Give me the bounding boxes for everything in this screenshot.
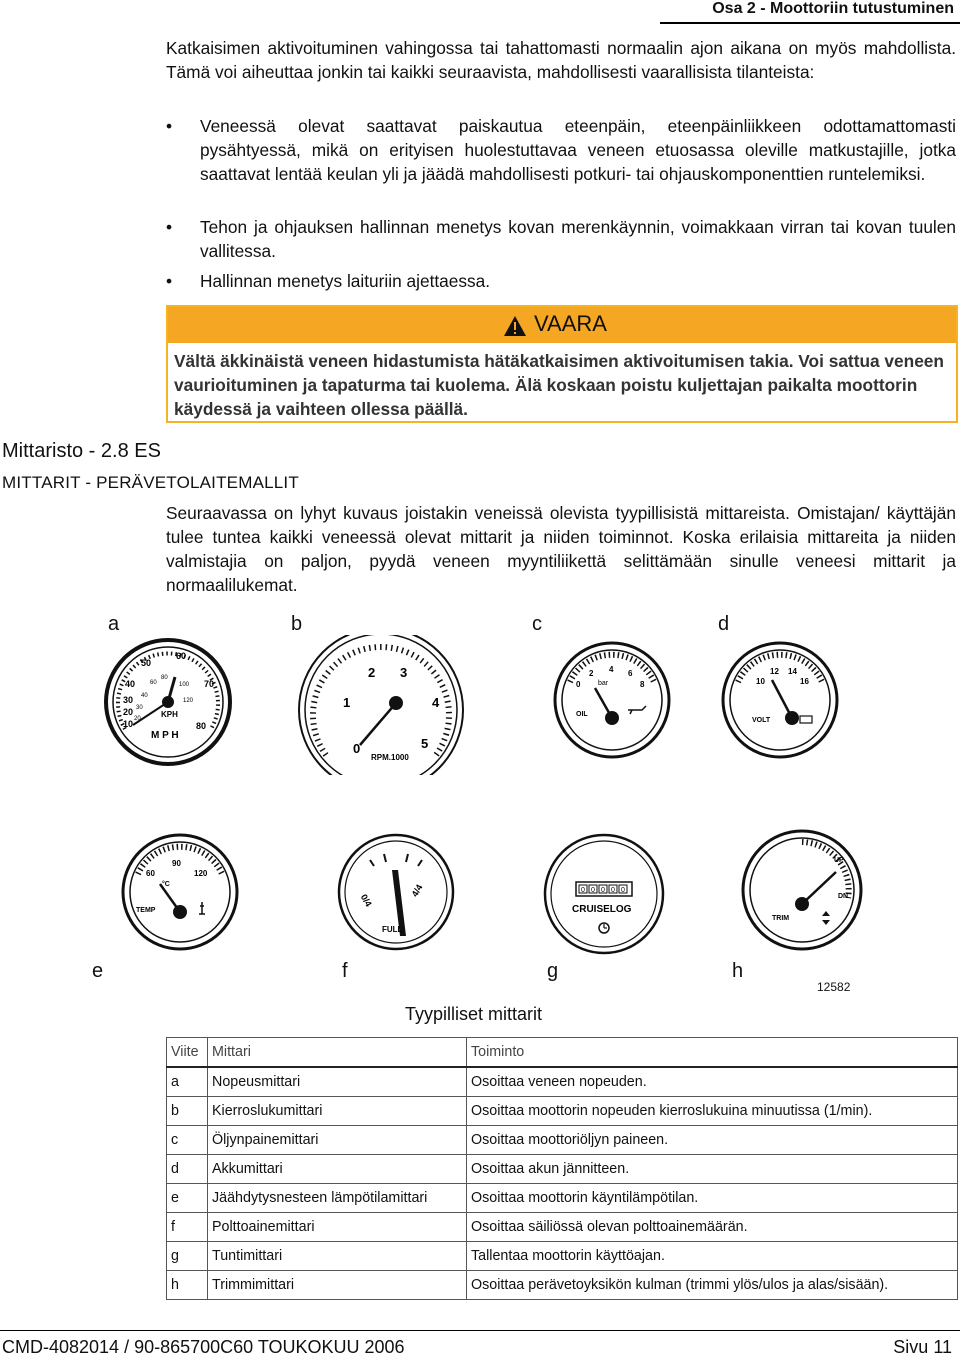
svg-text:°C: °C <box>162 881 170 888</box>
table-cell: Tallentaa moottorin käyttöajan. <box>467 1242 958 1271</box>
table-cell: d <box>167 1155 208 1184</box>
svg-text:20: 20 <box>123 707 134 717</box>
svg-text:0: 0 <box>581 887 585 894</box>
svg-text:6: 6 <box>628 669 633 678</box>
hour-meter-gauge-icon <box>542 832 667 957</box>
table-cell: g <box>167 1242 208 1271</box>
svg-text:20: 20 <box>134 716 141 722</box>
table-header-row <box>167 1038 958 1068</box>
svg-text:120: 120 <box>194 869 208 878</box>
voltmeter-gauge-icon <box>720 640 840 760</box>
intro-paragraph: Katkaisimen aktivoituminen vahingossa tai tahattomasti normaalin ajon aikana on myös mahdollista. Tämä voi aiheuttaa jonkin tai kaikki seuraavista, mahdollisesti vaarallisista tilanteista: <box>166 38 956 82</box>
svg-text:0: 0 <box>621 887 625 894</box>
table-row <box>167 1097 958 1126</box>
bullet-text: Veneessä olevat saattavat paiskautua eteenpäin, eteenpäinliikkeen odottamattomasti pysähtyessä, mikä on erityisen huolestuttavaa veneen etuosassa oleville matkustajille, jotka saattavat lentää keulan yli ja jäädä mahdollisesti potkuri- tai ohjauskomponenttien runtelemiksi. <box>200 116 956 184</box>
table-cell: Osoittaa veneen nopeuden. <box>467 1067 958 1097</box>
header-rule <box>660 22 960 24</box>
table-cell: Kierroslukumittari <box>208 1097 467 1126</box>
table-row <box>167 1126 958 1155</box>
bullet-dot: • <box>166 116 173 136</box>
section-title: Mittaristo - 2.8 ES <box>2 440 161 462</box>
table-row <box>167 1242 958 1271</box>
table-cell: Akkumittari <box>208 1155 467 1184</box>
table-cell: Osoittaa akun jännitteen. <box>467 1155 958 1184</box>
svg-text:0: 0 <box>601 887 605 894</box>
table-header-cell: Toiminto <box>467 1038 958 1068</box>
svg-text:VOLT: VOLT <box>752 717 771 724</box>
svg-text:40: 40 <box>125 679 136 689</box>
warning-text: Vältä äkkinäistä veneen hidastumista hätäkatkaisimen aktivoitumisen takia. Voi sattua veneen vaurioituminen ja tapaturma tai kuolema. Älä koskaan poistu kuljettajan paikalta moottorin käydessä ja vaihteen ollessa päällä. <box>174 351 944 419</box>
figure-caption: Tyypilliset mittarit <box>405 1004 543 1024</box>
fuel-gauge-icon <box>336 832 456 952</box>
table-header-cell: Viite <box>167 1038 208 1068</box>
bullet-item <box>166 114 956 186</box>
figure-letter-h: h <box>732 960 744 982</box>
figure-letter-a: a <box>108 613 120 635</box>
table-cell: Osoittaa moottorin nopeuden kierroslukuina minuutissa (1/min). <box>467 1097 958 1126</box>
bullet-text: Hallinnan menetys laituriin ajettaessa. <box>200 271 491 291</box>
table-cell: Öljynpainemittari <box>208 1126 467 1155</box>
svg-text:3: 3 <box>400 665 408 680</box>
svg-text:10: 10 <box>756 677 765 686</box>
svg-text:2: 2 <box>589 669 594 678</box>
speedometer-gauge-icon <box>103 637 233 767</box>
table-cell: Osoittaa säiliössä olevan polttoainemäärän. <box>467 1213 958 1242</box>
bullet-dot: • <box>166 271 173 291</box>
svg-text:80: 80 <box>196 721 207 731</box>
table-row <box>167 1067 958 1097</box>
section-subtitle: MITTARIT - PERÄVETOLAITEMALLIT <box>2 473 299 492</box>
svg-text:0: 0 <box>591 887 595 894</box>
svg-text:30: 30 <box>123 695 134 705</box>
figure-letter-f: f <box>342 960 348 982</box>
svg-text:KPH: KPH <box>161 710 178 719</box>
footer-page-number: Sivu 11 <box>893 1337 952 1357</box>
table-cell: Osoittaa moottorin käyntilämpötilan. <box>467 1184 958 1213</box>
figure-letter-g: g <box>547 960 559 982</box>
table-cell: Osoittaa perävetoyksikön kulman (trimmi ylös/ulos ja alas/sisään). <box>467 1271 958 1300</box>
svg-text:100: 100 <box>179 682 190 688</box>
svg-text:0/4: 0/4 <box>358 892 374 909</box>
table-cell: Nopeusmittari <box>208 1067 467 1097</box>
svg-text:FULL: FULL <box>382 925 403 934</box>
table-cell: Polttoainemittari <box>208 1213 467 1242</box>
temperature-gauge-icon <box>120 832 240 952</box>
trim-gauge-icon <box>740 828 865 953</box>
svg-text:DN: DN <box>838 893 849 900</box>
table-row <box>167 1184 958 1213</box>
svg-text:0: 0 <box>353 741 361 756</box>
footer-document-id: CMD-4082014 / 90-865700C60 TOUKOKUU 2006 <box>2 1337 405 1357</box>
bullet-item <box>166 269 956 293</box>
svg-text:RPM.1000: RPM.1000 <box>371 753 409 762</box>
table-cell: Trimmimittari <box>208 1271 467 1300</box>
svg-text:60: 60 <box>146 869 155 878</box>
svg-text:90: 90 <box>172 859 181 868</box>
warning-box <box>166 305 958 423</box>
svg-text:0: 0 <box>576 680 581 689</box>
svg-text:1: 1 <box>343 695 351 710</box>
svg-text:CRUISELOG: CRUISELOG <box>572 904 632 915</box>
table-cell: c <box>167 1126 208 1155</box>
figure-letter-e: e <box>92 960 104 982</box>
figure-letter-d: d <box>718 613 730 635</box>
table-cell: Osoittaa moottoriöljyn paineen. <box>467 1126 958 1155</box>
svg-text:8: 8 <box>640 680 645 689</box>
running-header: Osa 2 - Moottoriin tutustuminen <box>712 0 954 17</box>
table-cell: h <box>167 1271 208 1300</box>
bullet-dot: • <box>166 217 173 237</box>
footer-rule <box>0 1330 960 1331</box>
table-header-cell: Mittari <box>208 1038 467 1068</box>
svg-text:bar: bar <box>598 680 609 687</box>
svg-text:60: 60 <box>176 651 187 661</box>
table-cell: e <box>167 1184 208 1213</box>
svg-text:2: 2 <box>368 665 376 680</box>
warning-title: VAARA <box>534 311 607 336</box>
svg-text:5: 5 <box>421 736 429 751</box>
bullet-item <box>166 215 956 263</box>
figure-number: 12582 <box>817 980 851 994</box>
svg-text:M P H: M P H <box>151 730 179 741</box>
svg-text:120: 120 <box>183 698 194 704</box>
warning-triangle-icon <box>503 315 527 337</box>
svg-text:30: 30 <box>136 705 143 711</box>
section-paragraph: Seuraavassa on lyhyt kuvaus joistakin veneissä olevista tyypillisistä mittareista. Omistajan/ käyttäjän tulee tuntea kaikki veneessä olevat mittarit ja niiden toiminnot. Koska erilaisia mittareita ja niiden valmistajia on paljon, pyydä veneen myyntiliikettä selittämään sinulle veneesi mittarit ja normaalilukemat. <box>166 503 956 595</box>
svg-text:12: 12 <box>770 667 779 676</box>
figure-letter-c: c <box>532 613 542 635</box>
oil-pressure-gauge-icon <box>552 640 672 760</box>
table-row <box>167 1155 958 1184</box>
svg-text:4: 4 <box>609 665 614 674</box>
svg-text:TRIM: TRIM <box>772 915 790 922</box>
table-cell: b <box>167 1097 208 1126</box>
svg-text:50: 50 <box>141 658 152 668</box>
svg-text:10: 10 <box>123 719 134 729</box>
table-cell: f <box>167 1213 208 1242</box>
svg-text:OIL: OIL <box>576 711 588 718</box>
svg-text:16: 16 <box>800 677 809 686</box>
table-cell: Jäähdytysnesteen lämpötilamittari <box>208 1184 467 1213</box>
svg-text:UP: UP <box>834 857 844 864</box>
table-row <box>167 1271 958 1300</box>
svg-text:TEMP: TEMP <box>136 907 156 914</box>
svg-text:14: 14 <box>788 667 797 676</box>
svg-text:80: 80 <box>161 675 168 681</box>
svg-text:70: 70 <box>204 679 215 689</box>
svg-text:60: 60 <box>150 680 157 686</box>
svg-text:4: 4 <box>432 695 440 710</box>
svg-text:4/4: 4/4 <box>409 882 425 899</box>
svg-text:40: 40 <box>141 693 148 699</box>
tachometer-gauge-icon <box>296 635 466 775</box>
gauge-reference-table <box>166 1037 958 1300</box>
figure-letter-b: b <box>291 613 303 635</box>
table-cell: a <box>167 1067 208 1097</box>
svg-text:0: 0 <box>611 887 615 894</box>
table-cell: Tuntimittari <box>208 1242 467 1271</box>
bullet-text: Tehon ja ohjauksen hallinnan menetys kovan merenkäynnin, voimakkaan virran tai kovan tuulen vallitessa. <box>200 217 956 261</box>
table-row <box>167 1213 958 1242</box>
